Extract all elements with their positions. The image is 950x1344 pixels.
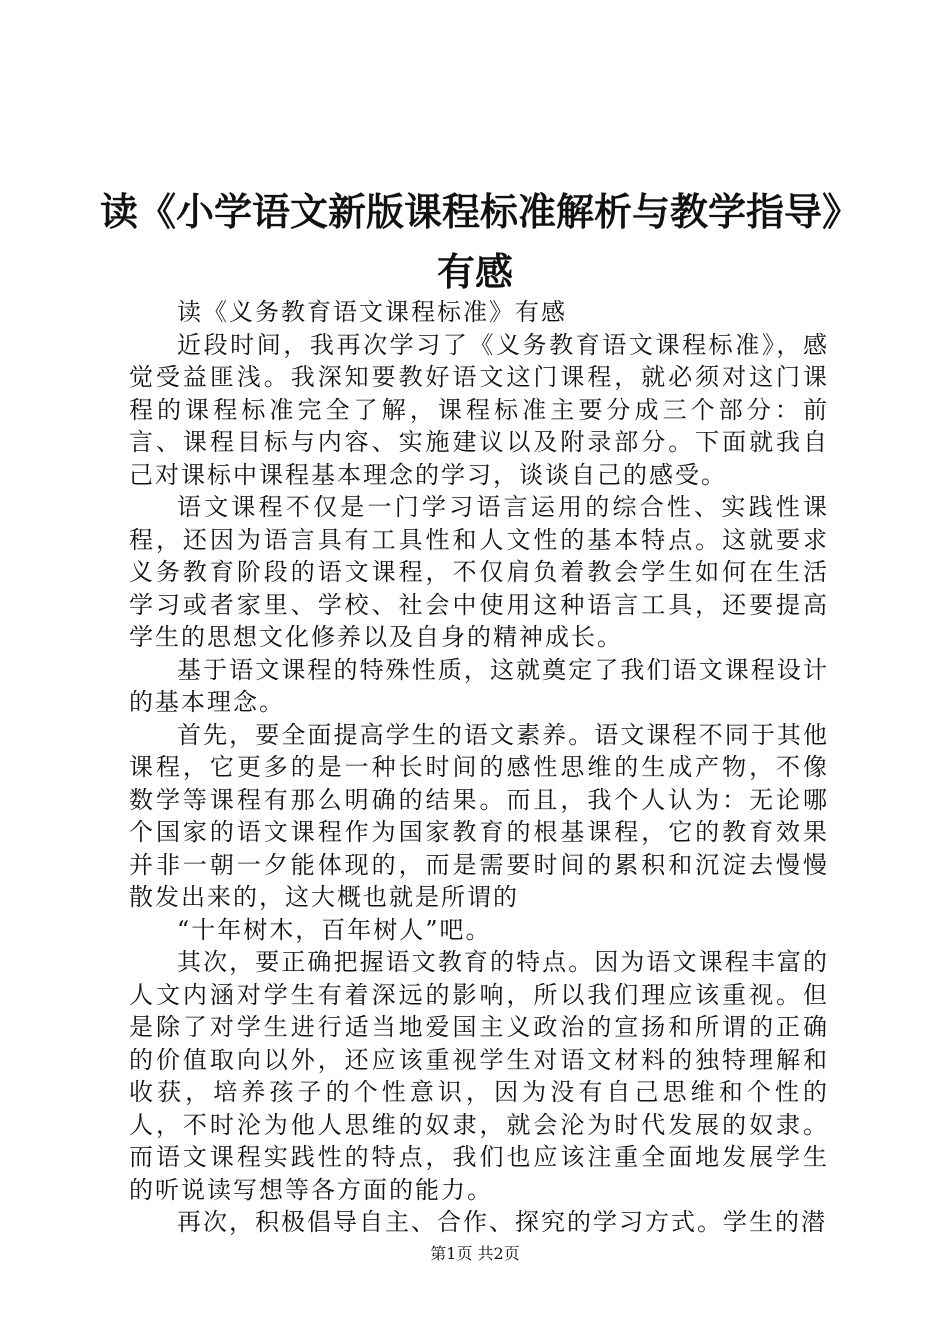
paragraph: 再次，积极倡导自主、合作、探究的学习方式。学生的潜 <box>177 1208 827 1236</box>
paragraph: 基于语文课程的特殊性质，这就奠定了我们语文课程设计的基本理念。 <box>129 655 829 716</box>
document-body <box>129 296 829 1239</box>
paragraph: 近段时间，我再次学习了《义务教育语文课程标准》，感觉受益匪浅。我深知要教好语文这门课程，就必须对这门课程的课程标准完全了解，课程标准主要分成三个部分：前言、课程目标与内容、实施建议以及附录部分。下面就我自己对课标中课程基本理念的学习，谈谈自己的感受。 <box>129 330 829 489</box>
document-title-line-1: 读《小学语文新版课程标准解析与教学指导》 <box>100 189 861 234</box>
paragraph: 语文课程不仅是一门学习语言运用的综合性、实践性课程，还因为语言具有工具性和人文性的基本特点。这就要求义务教育阶段的语文课程，不仅肩负着教会学生如何在生活学习或者家里、学校、社会中使用这种语言工具，还要提高学生的思想文化修养以及自身的精神成长。 <box>129 493 829 651</box>
paragraph: 其次，要正确把握语文教育的特点。因为语文课程丰富的人文内涵对学生有着深远的影响，所以我们理应该重视。但是除了对学生进行适当地爱国主义政治的宣扬和所谓的正确的价值取向以外，还应该重视学生对语文材料的独特理解和收获，培养孩子的个性意识，因为没有自己思维和个性的人，不时沦为他人思维的奴隶，就会沦为时代发展的奴隶。而语文课程实践性的特点，我们也应该注重全面地发展学生的听说读写想等各方面的能力。 <box>129 948 829 1204</box>
document-title-line-2: 有感 <box>436 249 513 294</box>
page-number-footer: 第1页 共2页 <box>430 1244 520 1263</box>
paragraph-quote: “十年树木，百年树人”吧。 <box>177 915 492 944</box>
paragraph: 首先，要全面提高学生的语文素养。语文课程不同于其他课程，它更多的是一种长时间的感性思维的生成产物，不像数学等课程有那么明确的结果。而且，我个人认为：无论哪个国家的语文课程作为国家教育的根基课程，它的教育效果并非一朝一夕能体现的，而是需要时间的累积和沉淀去慢慢散发出来的，这大概也就是所谓的 <box>129 720 829 911</box>
paragraph-subtitle: 读《义务教育语文课程标准》有感 <box>177 298 567 326</box>
